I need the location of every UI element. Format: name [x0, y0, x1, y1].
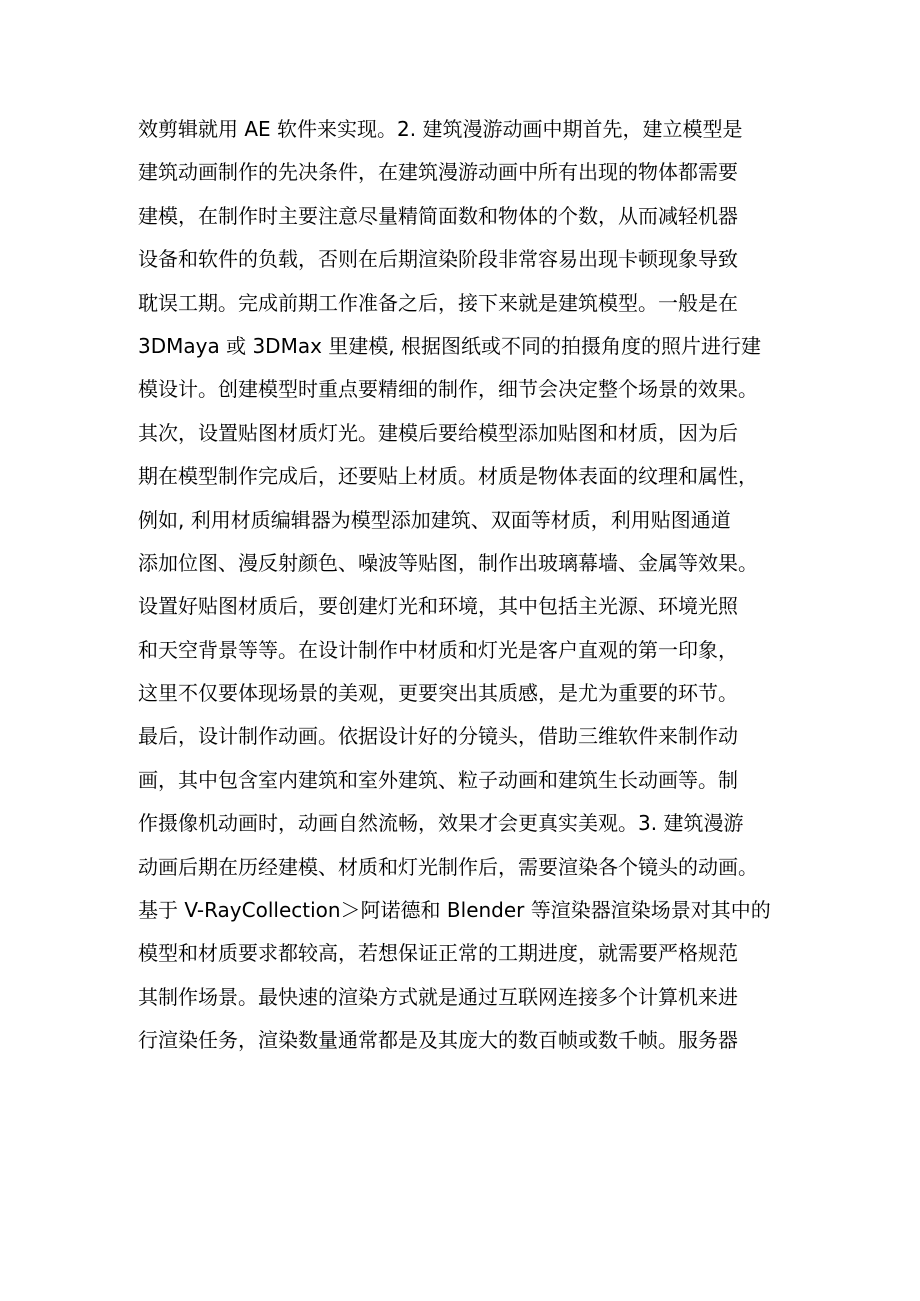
text-line: 这里不仅要体现场景的美观，更要突出其质感，是尤为重要的环节。: [138, 681, 738, 706]
text-line: 耽误工期。完成前期工作准备之后，接下来就是建筑模型。一般是在: [138, 290, 738, 315]
text-line: 设备和软件的负载，否则在后期渲染阶段非常容易出现卡顿现象导致: [138, 247, 738, 272]
text-line: 其次，设置贴图材质灯光。建模后要给模型添加贴图和材质，因为后: [138, 420, 738, 445]
text-line: 模型和材质要求都较高，若想保证正常的工期进度，就需要严格规范: [138, 941, 738, 966]
text-line: 设置好贴图材质后，要创建灯光和环境，其中包括主光源、环境光照: [138, 594, 738, 619]
text-line: 基于 V-RayCollection＞阿诺德和 Blender 等渲染器渲染场景对其中的: [138, 898, 771, 923]
text-line: 作摄像机动画时，动画自然流畅，效果才会更真实美观。3. 建筑漫游: [138, 811, 744, 836]
text-line: 建模，在制作时主要注意尽量精简面数和物体的个数，从而减轻机器: [138, 203, 738, 228]
text-line: 和天空背景等等。在设计制作中材质和灯光是客户直观的第一印象，: [138, 637, 738, 662]
text-line: 模设计。创建模型时重点要精细的制作，细节会决定整个场景的效果。: [138, 377, 758, 402]
text-line: 添加位图、漫反射颜色、噪波等贴图，制作出玻璃幕墙、金属等效果。: [138, 550, 758, 575]
text-line: 行渲染任务，渲染数量通常都是及其庞大的数百帧或数千帧。服务器: [138, 1028, 738, 1053]
text-line: 最后，设计制作动画。依据设计好的分镜头，借助三维软件来制作动: [138, 724, 738, 749]
text-line: 例如, 利用材质编辑器为模型添加建筑、双面等材质，利用贴图通道: [138, 507, 731, 532]
text-line: 3DMaya 或 3DMax 里建模, 根据图纸或不同的拍摄角度的照片进行建: [138, 333, 761, 358]
text-line: 其制作场景。最快速的渲染方式就是通过互联网连接多个计算机来进: [138, 984, 738, 1009]
text-line: 动画后期在历经建模、材质和灯光制作后，需要渲染各个镜头的动画。: [138, 854, 758, 879]
body-text: [138, 108, 808, 1063]
text-line: 建筑动画制作的先决条件，在建筑漫游动画中所有出现的物体都需要: [138, 160, 738, 185]
text-line: 期在模型制作完成后，还要贴上材质。材质是物体表面的纹理和属性，: [138, 464, 758, 489]
text-line: 画，其中包含室内建筑和室外建筑、粒子动画和建筑生长动画等。制: [138, 767, 738, 792]
text-line: 效剪辑就用 AE 软件来实现。2. 建筑漫游动画中期首先，建立模型是: [138, 117, 743, 141]
